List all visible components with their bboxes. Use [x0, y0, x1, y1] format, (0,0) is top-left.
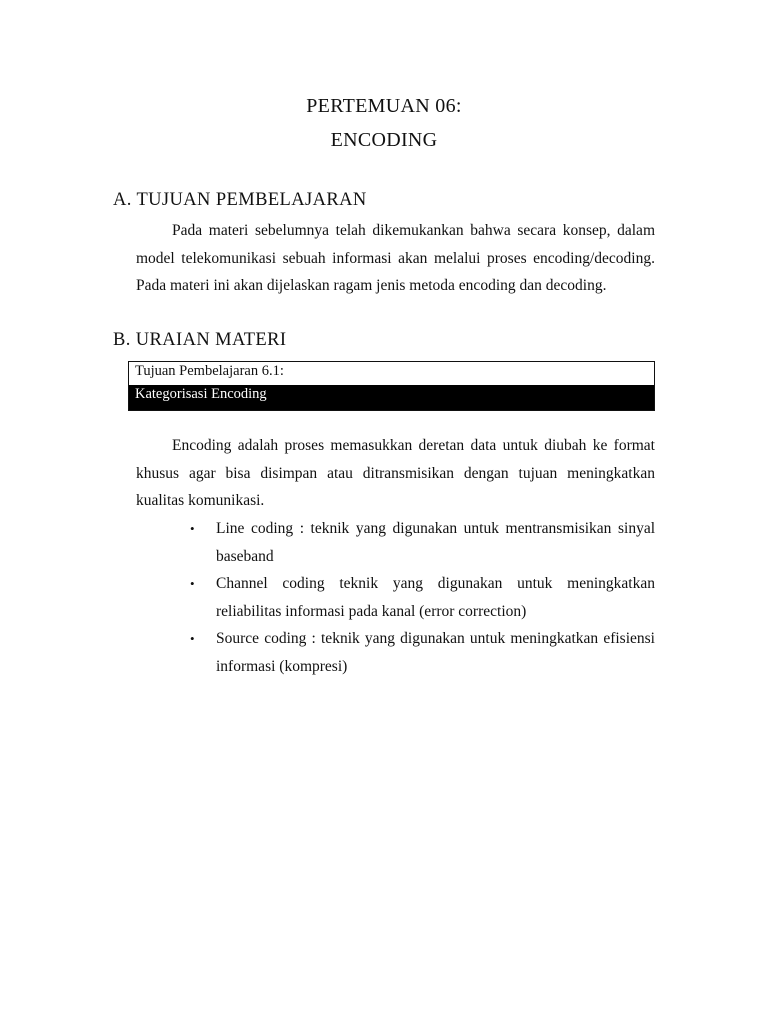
section-a-paragraph: Pada materi sebelumnya telah dikemukankan bahwa secara konsep, dalam model telekomunikasi sebuah informasi akan melalui proses encoding/decoding. Pada materi ini akan dijelaskan ragam jenis metoda encoding dan decoding. — [136, 222, 655, 294]
section-b-heading: B. URAIAN MATERI — [113, 330, 287, 350]
bullet-icon: • — [190, 631, 195, 646]
learning-objective-box — [128, 361, 655, 411]
document-title: PERTEMUAN 06: — [306, 95, 462, 117]
bullet-icon: • — [190, 521, 195, 536]
list-item-text: Source coding : teknik yang digunakan untuk meningkatkan efisiensi informasi (kompresi) — [216, 630, 655, 675]
section-b-paragraph: Encoding adalah proses memasukkan deretan data untuk diubah ke format khusus agar bisa disimpan atau ditransmisikan dengan tujuan meningkatkan kualitas komunikasi. — [136, 437, 655, 509]
list-item-text: Line coding : teknik yang digunakan untuk mentransmisikan sinyal baseband — [216, 520, 655, 565]
learning-objective-label: Tujuan Pembelajaran 6.1: — [135, 363, 284, 379]
bullet-icon: • — [190, 576, 195, 591]
list-item — [190, 625, 655, 680]
encoding-types-list — [190, 515, 655, 680]
section-a-heading: A. TUJUAN PEMBELAJARAN — [113, 190, 367, 210]
list-item — [190, 515, 655, 570]
list-item — [190, 570, 655, 625]
document-subtitle: ENCODING — [330, 129, 438, 151]
learning-objective-title: Kategorisasi Encoding — [129, 385, 654, 410]
list-item-text: Channel coding teknik yang digunakan untuk meningkatkan reliabilitas informasi pada kanal (error correction) — [216, 575, 655, 620]
